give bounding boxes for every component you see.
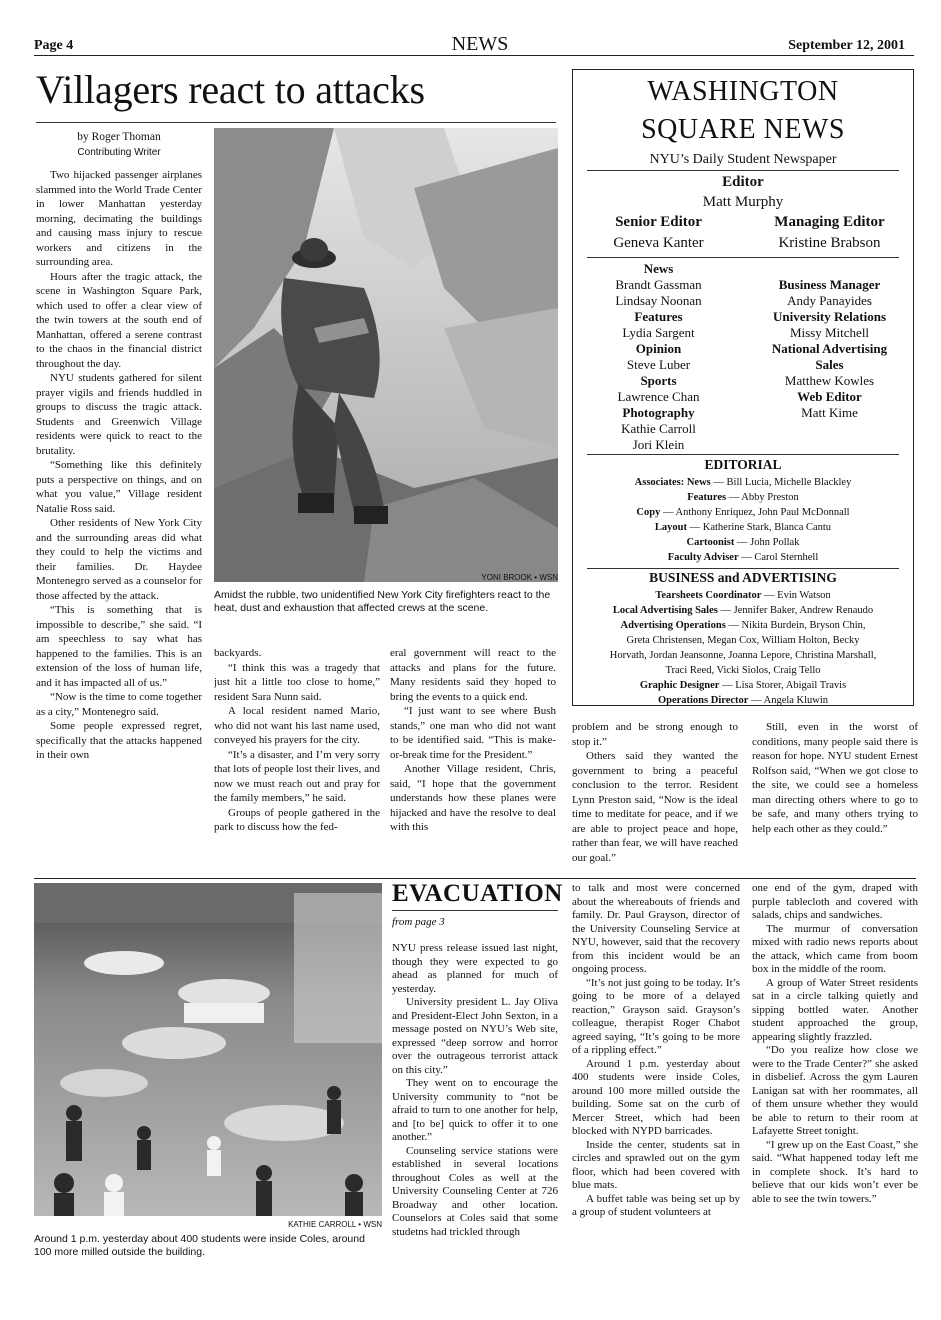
staff-credit-names: — Lisa Storer, Abigail Travis	[719, 680, 847, 691]
article-paragraph: Groups of people gathered in the park to discuss how the fed-	[214, 806, 380, 833]
firefighters-photo-art	[214, 128, 558, 582]
staff-name: Andy Panayides	[787, 293, 872, 308]
article-paragraph: A buffet table was being set up by a group of student volunteers at	[572, 1192, 740, 1218]
staff-credit-names: — Anthony Enriquez, John Paul McDonnall	[660, 507, 850, 518]
headline-rule	[36, 122, 556, 123]
business-staff	[573, 588, 913, 708]
article-paragraph: Others said they wanted the government to bring a peaceful conclusion to the terror. Resident Lynn Preston said, “Now is the ideal time to meditate for peace, and if we are able to project peace and hope, rather than fear, we will have reached our goal.”	[572, 750, 738, 864]
masthead-box	[572, 69, 914, 706]
masthead-title-line1: WASHINGTON	[647, 76, 839, 107]
masthead-rule	[587, 568, 899, 569]
staff-credit-line	[573, 603, 913, 618]
staff-credit-line	[573, 490, 913, 505]
evacuation-headline: EVACUATION	[392, 880, 563, 907]
managing-editor-title: Managing Editor	[774, 214, 885, 230]
staff-credit-names: — Angela Kluwin	[748, 695, 829, 706]
masthead-rule	[587, 454, 899, 455]
jump-line: from page 3	[392, 916, 445, 928]
staff-credit-label: Layout	[654, 522, 688, 533]
staff-name: Steve Luber	[626, 357, 691, 372]
article-paragraph: A local resident named Mario, who did not want his last name used, conveyed his prayers for the city.	[214, 705, 380, 746]
staff-credit-label: Cartoonist	[686, 537, 735, 548]
staff-credit-label: Tearsheets Coordinator	[655, 590, 762, 601]
staff-credit-line	[573, 550, 913, 565]
staff-credit-names: — Abby Preston	[726, 492, 799, 503]
staff-list-right	[744, 277, 915, 421]
article-paragraph: backyards.	[214, 647, 262, 659]
editorial-title: EDITORIAL	[704, 457, 782, 472]
staff-credit-line	[573, 475, 913, 490]
article-paragraph: Hours after the tragic attack, the scene in Washington Square Park, which used to offer a clear view of the twin towers at the south end of Manhattan, offered a serene contrast to the chaos in the financial district throughout the day.	[36, 270, 202, 370]
staff-credit-names: — Carol Sternhell	[738, 552, 819, 563]
photo-credit: KATHIE CARROLL • WSN	[288, 1220, 382, 1229]
evacuation-column-1	[392, 942, 558, 1270]
masthead-title-line2: SQUARE NEWS	[641, 114, 845, 145]
staff-credit-names: — John Pollak	[734, 537, 800, 548]
staff-credit-names: — Jennifer Baker, Andrew Renaudo	[717, 605, 874, 616]
article-paragraph: NYU students gathered for silent prayer vigils and friends huddled in groups to discuss the tragic attack. Students and Greenwich Village residents were quick to react to the brutality.	[36, 372, 202, 457]
staff-name: Matthew Kowles	[784, 373, 875, 388]
article-paragraph: A group of Water Street residents sat in a circle talking quietly and sipping bottled water. Another student approached the group, appearing slightly frazzled.	[752, 976, 918, 1043]
staff-credit-line	[573, 663, 913, 678]
staff-credit-line	[573, 693, 913, 708]
staff-credit-names: — Bill Lucia, Michelle Blackley	[710, 477, 852, 488]
article-paragraph: “This is something that is impossible to describe,” she said. “I am speechless to say what has happened to the families. This is an extension of the loss of human life, and it has impacted all of us.”	[36, 604, 202, 689]
staff-role-title: Business Manager	[778, 277, 881, 292]
masthead-rule	[587, 257, 899, 258]
article-paragraph: Another Village resident, Chris, said, “I hope that the government understands how these planes were hijacked and have the resolve to deal with this	[390, 763, 556, 833]
staff-credit-label: Features	[687, 492, 727, 503]
staff-credit-line	[573, 678, 913, 693]
staff-credit-line	[573, 588, 913, 603]
article-paragraph: Two hijacked passenger airplanes slammed into the World Trade Center in lower Manhattan yesterday morning, decimating the buildings and causing mass injury to rescue workers and citizens in the surrounding area.	[36, 169, 202, 268]
staff-name: Lawrence Chan	[617, 389, 700, 404]
article-paragraph: Some people expressed regret, specifically that the attacks happened in their own	[36, 720, 202, 761]
article-paragraph: They went on to encourage the University community to “not be afraid to turn to one another for help, and [to be] quick to offer it to one another.”	[392, 1077, 558, 1143]
managing-editor-name: Kristine Brabson	[778, 235, 881, 251]
staff-credit-names: — Evin Watson	[761, 590, 831, 601]
staff-role-title: Opinion	[635, 341, 682, 356]
article-column-1	[36, 168, 202, 878]
article-paragraph: one end of the gym, draped with purple tablecloth and covered with salads, chips and sandwiches.	[752, 882, 918, 921]
staff-list-left	[573, 261, 744, 453]
staff-name: Matt Kime	[801, 405, 858, 420]
staff-credit-names: Greta Christensen, Megan Cox, William Holton, Becky	[626, 635, 860, 646]
article-paragraph: eral government will react to the attacks and plans for the future. Many residents said they hoped to bring the events to a quick end.	[390, 647, 556, 703]
staff-credit-label: Copy	[636, 507, 661, 518]
article-column-4	[572, 720, 738, 880]
article-paragraph: “I just want to see where Bush stands,” one man who did not want to be identified said. “This is make-or-break time for the President.”	[390, 705, 556, 761]
staff-credit-names: — Nikita Burdein, Bryson Chin,	[725, 620, 866, 631]
business-title: BUSINESS and ADVERTISING	[649, 570, 837, 585]
staff-role-title: Photography	[622, 405, 695, 420]
staff-credit-label: Operations Director	[657, 695, 749, 706]
photo-caption: Amidst the rubble, two unidentified New York City firefighters react to the heat, dust and exhaustion that affected crews at the scene.	[214, 589, 551, 614]
article-paragraph: Inside the center, students sat in circles and sprawled out on the gym floor, which had been covered with blue mats.	[572, 1138, 740, 1191]
staff-role-title: Sales	[815, 357, 844, 372]
staff-role-title: Web Editor	[797, 389, 862, 404]
editor-name: Matt Murphy	[702, 194, 784, 210]
staff-credit-label: Advertising Operations	[620, 620, 726, 631]
editor-title: Editor	[722, 174, 764, 190]
byline-author: by Roger Thoman	[77, 131, 161, 143]
staff-role-title: Features	[634, 309, 683, 324]
staff-credit-line	[573, 648, 913, 663]
article-paragraph: Counseling service stations were established in several locations throughout Coles as well at the University Counseling Center at 726 Broadway and other location. Counselors at Coles said that some studetns had trickled through	[392, 1144, 558, 1238]
article-paragraph: Still, even in the worst of conditions, many people said there is reason for hope. NYU student Ernest Rolfson said, “When we got close to the site, we could see a homeless man directing others where to go to be safe, and many others trying to help each other as they could.”	[752, 721, 918, 835]
article-paragraph: “It’s not just going to be today. It’s going to be more of a delayed reaction,” Grayson said. Grayson’s colleague, therapist Roger Chabot agreed saying, “It’s going to be more of a rippling effect.”	[572, 976, 740, 1056]
evacuation-column-2	[572, 882, 740, 1270]
staff-credit-line	[573, 535, 913, 550]
article-paragraph: “It’s a disaster, and I’m very sorry that lots of people lost their lives, and now we must reach out and pray for the family members,” he said.	[214, 748, 380, 804]
staff-role-title: Sports	[640, 373, 677, 388]
header-rule	[34, 55, 914, 56]
staff-name: Lydia Sargent	[622, 325, 695, 340]
staff-credit-names: Horvath, Jordan Jeansonne, Joanna Lepore, Christina Marshall,	[609, 650, 877, 661]
staff-role-title: University Relations	[772, 309, 887, 324]
staff-credit-line	[573, 520, 913, 535]
staff-role-title: News	[643, 261, 674, 276]
editorial-staff	[573, 475, 913, 565]
staff-name: Brandt Gassman	[615, 277, 702, 292]
masthead-rule	[587, 170, 899, 171]
issue-date: September 12, 2001	[788, 38, 905, 53]
article-paragraph: “Now is the time to come together as a city,” Montenegro said.	[36, 691, 202, 718]
article-paragraph: “Do you realize how close we were to the Trade Center?” she asked in disbelief. Across the gym Lauren Lanigan sat with her roommates, all of them unsure whether they would be able to return to their room at Lafayette Street tonight.	[752, 1044, 918, 1137]
staff-credit-line	[573, 505, 913, 520]
evacuation-column-3	[752, 882, 918, 1270]
staff-name: Kathie Carroll	[621, 421, 696, 436]
article-column-2	[214, 646, 380, 878]
article-paragraph: to talk and most were concerned about the whereabouts of friends and family. Dr. Paul Grayson, director of the University Counseling Service at NYU, however, said that the recovery from this incident would be an ongoing process.	[572, 882, 740, 975]
staff-name: Jori Klein	[632, 437, 685, 452]
firefighters-photo	[214, 128, 558, 582]
article-paragraph: University president L. Jay Oliva and President-Elect John Sexton, in a message posted on NYU’s Web site, expressed “deep sorrow and horror over the outrageous terrorist attack on this city.”	[392, 996, 558, 1076]
byline	[36, 130, 202, 160]
article-paragraph: The murmur of conversation mixed with radio news reports about the attack, which came from boom box in the middle of the room.	[752, 922, 918, 975]
staff-name: Missy Mitchell	[789, 325, 870, 340]
staff-credit-names: — Katherine Stark, Blanca Cantu	[687, 522, 832, 533]
staff-credit-label: Associates: News	[634, 477, 711, 488]
photo-credit: YONI BROOK • WSN	[481, 573, 558, 582]
staff-name: Lindsay Noonan	[615, 293, 702, 308]
evacuation-rule	[392, 910, 558, 911]
staff-credit-label: Local Advertising Sales	[612, 605, 718, 616]
coles-gym-photo	[34, 883, 382, 1216]
coles-gym-photo-art	[34, 883, 382, 1216]
article-paragraph: Other residents of New York City and the surrounding areas did what they could to help the victims and their families. Dr. Haydee Montenegro served as a counselor for those affected by the attack.	[36, 517, 202, 602]
article-paragraph: NYU press release issued last night, though they were expected to go ahead as planned for much of yesterday.	[392, 942, 558, 995]
photo-caption: Around 1 p.m. yesterday about 400 students were inside Coles, around 100 more milled outside the building.	[34, 1233, 365, 1258]
staff-credit-label: Graphic Designer	[639, 680, 720, 691]
staff-credit-label: Faculty Adviser	[667, 552, 739, 563]
article-headline: Villagers react to attacks	[36, 67, 425, 112]
article-paragraph: “I grew up on the East Coast,” she said. “What happened today left me in complete shock. It’s hard to believe that our kids won’t ever be able to see the twin towers.”	[752, 1138, 918, 1205]
senior-editor-name: Geneva Kanter	[613, 235, 704, 251]
senior-editor-title: Senior Editor	[615, 214, 702, 230]
article-paragraph: problem and be strong enough to stop it.”	[572, 721, 738, 748]
staff-role-title: National Advertising	[771, 341, 888, 356]
article-paragraph: “Something like this definitely puts a perspective on things, and on what you value,” Village resident Natalie Ross said.	[36, 459, 202, 515]
section-name: NEWS	[451, 33, 509, 55]
page-number: Page 4	[34, 38, 74, 53]
article-paragraph: Around 1 p.m. yesterday about 400 students were inside Coles, around 100 more milled outside the building. Some sat on the curb of Mercer Street, which had been blocked with NYPD barricades.	[572, 1057, 740, 1137]
section-rule	[34, 878, 916, 879]
byline-role: Contributing Writer	[77, 147, 161, 158]
staff-credit-names: Traci Reed, Vicki Siolos, Craig Tello	[665, 665, 821, 676]
article-column-3	[390, 646, 556, 878]
article-column-5	[752, 720, 918, 880]
masthead-tagline: NYU’s Daily Student Newspaper	[649, 152, 837, 167]
staff-credit-line	[573, 618, 913, 633]
staff-credit-line	[573, 633, 913, 648]
article-paragraph: “I think this was a tragedy that just hit a little too close to home,” resident Sara Nunn said.	[214, 661, 380, 703]
